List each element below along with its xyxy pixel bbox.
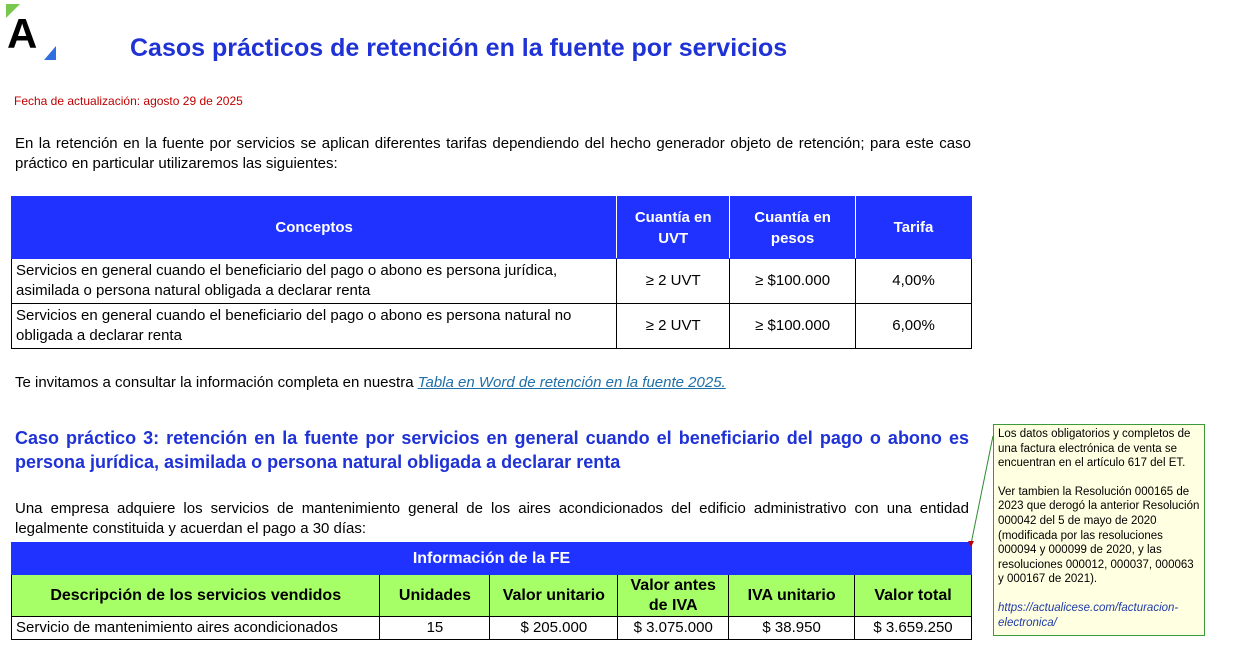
col-total-value: Valor total	[855, 575, 972, 617]
cell-unit-vat: $ 38.950	[729, 617, 855, 640]
rates-cell-rate: 4,00%	[856, 259, 972, 304]
rates-cell-concept: Servicios en general cuando el beneficiario del pago o abono es persona natural no obligada a declarar renta	[12, 304, 617, 349]
note-paragraph-1: Los datos obligatorios y completos de una factura electrónica de venta se encuentran en el artículo 617 del ET.	[998, 428, 1191, 470]
svg-text:A: A	[7, 10, 38, 57]
invoice-table	[11, 542, 972, 640]
cell-value-before-vat: $ 3.075.000	[618, 617, 729, 640]
col-value-before-vat: Valor antes de IVA	[618, 575, 729, 617]
cell-total-value: $ 3.659.250	[855, 617, 972, 640]
table-row	[12, 259, 972, 304]
col-unit-value: Valor unitario	[490, 575, 618, 617]
rates-header-concepts: Conceptos	[12, 197, 617, 259]
invite-line	[15, 374, 726, 391]
comment-note[interactable]	[993, 424, 1205, 636]
update-date: Fecha de actualización: agosto 29 de 2025	[14, 94, 243, 108]
rates-cell-uvt: ≥ 2 UVT	[617, 304, 730, 349]
retention-table-link[interactable]: Tabla en Word de retención en la fuente 2025.	[417, 374, 726, 391]
col-description: Descripción de los servicios vendidos	[12, 575, 380, 617]
rates-cell-pesos: ≥ $100.000	[730, 304, 856, 349]
cell-units: 15	[380, 617, 490, 640]
case-title: Caso práctico 3: retención en la fuente por servicios en general cuando el beneficiario del pago o abono es persona jurídica, asimilada o persona natural obligada a declarar renta	[15, 428, 969, 472]
rates-cell-concept: Servicios en general cuando el beneficiario del pago o abono es persona jurídica, asimilada o persona natural obligada a declarar renta	[12, 259, 617, 304]
rates-header-uvt: Cuantía en UVT	[617, 197, 730, 259]
rates-cell-rate: 6,00%	[856, 304, 972, 349]
case-body: Una empresa adquiere los servicios de mantenimiento general de los aires acondicionados del edificio administrativo con una entidad legalmente constituida y acuerdan el pago a 30 días:	[15, 500, 969, 537]
table-row	[12, 304, 972, 349]
rates-cell-uvt: ≥ 2 UVT	[617, 259, 730, 304]
cell-description: Servicio de mantenimiento aires acondicionados	[12, 617, 380, 640]
col-units: Unidades	[380, 575, 490, 617]
actualicese-logo	[6, 4, 60, 60]
invite-text: Te invitamos a consultar la información completa en nuestra	[15, 374, 418, 391]
rates-cell-pesos: ≥ $100.000	[730, 259, 856, 304]
cell-unit-value: $ 205.000	[490, 617, 618, 640]
page-title: Casos prácticos de retención en la fuente por servicios	[130, 34, 788, 62]
col-unit-vat: IVA unitario	[729, 575, 855, 617]
rates-table	[11, 196, 972, 349]
table-row	[12, 617, 972, 640]
invoice-table-header: Información de la FE	[12, 543, 972, 575]
rates-header-rate: Tarifa	[856, 197, 972, 259]
note-link[interactable]: https://actualicese.com/facturacion-electronica/	[998, 601, 1179, 629]
note-paragraph-2: Ver tambien la Resolución 000165 de 2023 que derogó la anterior Resolución 000042 del 5 de mayo de 2020 (modificada por las resoluciones 000094 y 000099 de 2020, y las resoluciones 000012, 000037, 000063 y 000167 de 2021).	[998, 485, 1200, 586]
intro-paragraph: En la retención en la fuente por servicios se aplican diferentes tarifas dependiendo del hecho generador objeto de retención; para este caso práctico en particular utilizaremos las siguientes:	[15, 135, 971, 172]
rates-header-pesos: Cuantía en pesos	[730, 197, 856, 259]
